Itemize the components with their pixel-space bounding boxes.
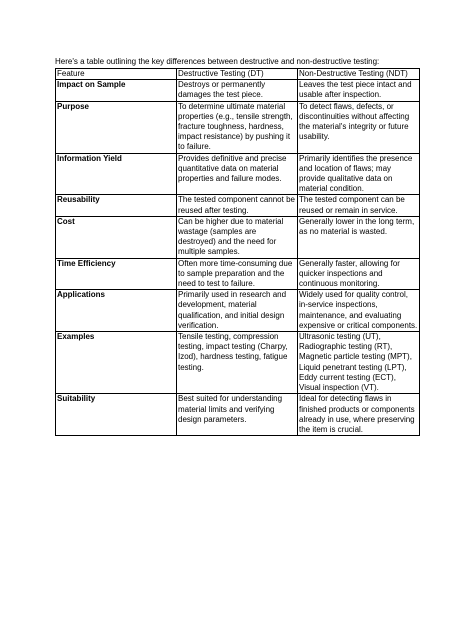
ndt-cell: The tested component can be reused or remain in service. <box>298 195 420 216</box>
table-row <box>56 153 420 195</box>
dt-cell: Provides definitive and precise quantitative data on material properties and failure modes. <box>177 153 298 195</box>
comparison-table <box>55 68 420 436</box>
dt-cell: Often more time-consuming due to sample preparation and the need to test to failure. <box>177 258 298 290</box>
feature-cell: Suitability <box>56 394 177 436</box>
table-row <box>56 101 420 153</box>
feature-cell: Examples <box>56 332 177 394</box>
table-row <box>56 258 420 290</box>
ndt-cell: Generally lower in the long term, as no material is wasted. <box>298 216 420 258</box>
ndt-cell: Widely used for quality control, in-service inspections, maintenance, and evaluating expensive or critical components. <box>298 290 420 332</box>
header-destructive: Destructive Testing (DT) <box>177 69 298 80</box>
table-row <box>56 290 420 332</box>
ndt-cell: Leaves the test piece intact and usable after inspection. <box>298 80 420 101</box>
dt-cell: Tensile testing, compression testing, impact testing (Charpy, Izod), hardness testing, fatigue testing. <box>177 332 298 394</box>
feature-cell: Information Yield <box>56 153 177 195</box>
ndt-cell: To detect flaws, defects, or discontinuities without affecting the material's integrity or future usability. <box>298 101 420 153</box>
table-row <box>56 195 420 216</box>
feature-cell: Cost <box>56 216 177 258</box>
document-page <box>55 57 419 436</box>
dt-cell: The tested component cannot be reused after testing. <box>177 195 298 216</box>
dt-cell: Destroys or permanently damages the test piece. <box>177 80 298 101</box>
ndt-cell: Generally faster, allowing for quicker inspections and continuous monitoring. <box>298 258 420 290</box>
feature-cell: Reusability <box>56 195 177 216</box>
header-non-destructive: Non-Destructive Testing (NDT) <box>298 69 420 80</box>
table-row <box>56 394 420 436</box>
intro-text: Here's a table outlining the key differences between destructive and non-destructive testing: <box>55 57 380 66</box>
ndt-cell: Ultrasonic testing (UT), Radiographic testing (RT), Magnetic particle testing (MPT), Liquid penetrant testing (LPT), Eddy current testing (ECT), Visual inspection (VT). <box>298 332 420 394</box>
ndt-cell: Primarily identifies the presence and location of flaws; may provide qualitative data on material condition. <box>298 153 420 195</box>
feature-cell: Impact on Sample <box>56 80 177 101</box>
feature-cell: Time Efficiency <box>56 258 177 290</box>
dt-cell: Best suited for understanding material limits and verifying design parameters. <box>177 394 298 436</box>
dt-cell: To determine ultimate material properties (e.g., tensile strength, fracture toughness, hardness, impact resistance) by pushing it to failure. <box>177 101 298 153</box>
dt-cell: Primarily used in research and development, material qualification, and initial design verification. <box>177 290 298 332</box>
table-header-row <box>56 69 420 80</box>
header-feature: Feature <box>56 69 177 80</box>
feature-cell: Applications <box>56 290 177 332</box>
table-row <box>56 332 420 394</box>
table-row <box>56 80 420 101</box>
table-row <box>56 216 420 258</box>
dt-cell: Can be higher due to material wastage (samples are destroyed) and the need for multiple samples. <box>177 216 298 258</box>
feature-cell: Purpose <box>56 101 177 153</box>
ndt-cell: Ideal for detecting flaws in finished products or components already in use, where preserving the item is crucial. <box>298 394 420 436</box>
